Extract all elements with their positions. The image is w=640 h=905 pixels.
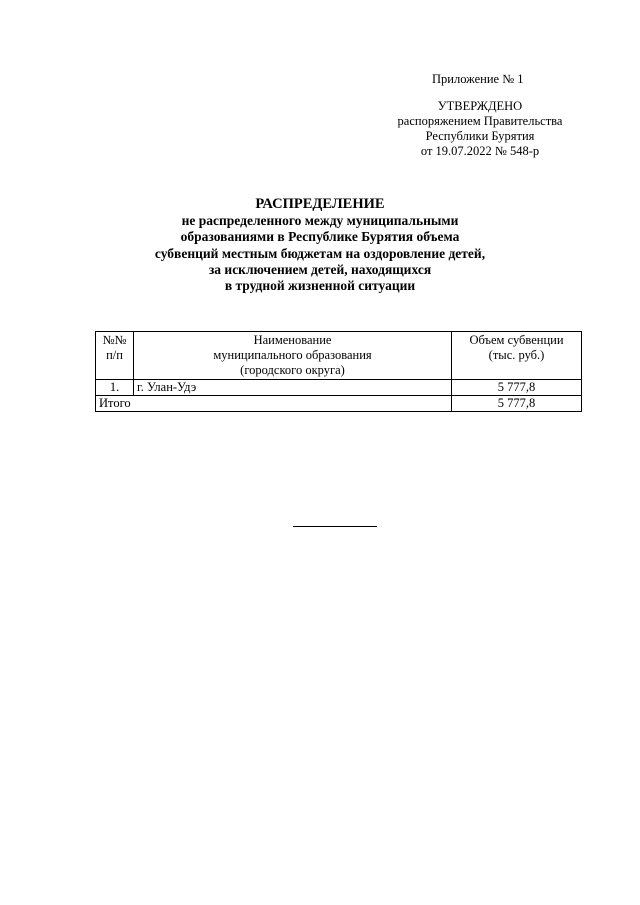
- title-line-3: субвенций местным бюджетам на оздоровление детей,: [154, 245, 486, 261]
- total-row: [96, 396, 582, 412]
- subsidy-distribution-table: [95, 331, 582, 412]
- approval-date-line: от 19.07.2022 № 548-р: [420, 144, 540, 158]
- header-value: [452, 332, 582, 380]
- appendix-label: Приложение № 1: [432, 72, 524, 86]
- header-name-line-2: муниципального образования: [213, 348, 372, 362]
- closing-divider: [293, 526, 377, 527]
- title-line-1: не распределенного между муниципальными: [181, 213, 459, 229]
- row-name: г. Улан-Удэ: [134, 380, 452, 396]
- approval-line-2: Республики Бурятия: [425, 129, 535, 143]
- total-value: 5 777,8: [452, 396, 582, 412]
- title-main: РАСПРЕДЕЛЕНИЕ: [255, 196, 385, 212]
- header-num-line-2: п/п: [106, 348, 123, 362]
- header-value-line-2: (тыс. руб.): [488, 348, 545, 362]
- header-name-line-3: (городского округа): [240, 363, 345, 377]
- row-num: 1.: [96, 380, 134, 396]
- approval-block: [380, 99, 580, 159]
- approval-line-1: распоряжением Правительства: [397, 114, 563, 128]
- header-name-line-1: Наименование: [253, 333, 332, 347]
- title-line-2: образованиями в Республике Бурятия объема: [180, 229, 460, 245]
- header-num: [96, 332, 134, 380]
- title-line-5: в трудной жизненной ситуации: [224, 278, 416, 294]
- header-value-line-1: Объем субвенции: [469, 333, 564, 347]
- total-label: Итого: [96, 396, 452, 412]
- title-line-4: за исключением детей, находящихся: [208, 261, 432, 277]
- header-name: [134, 332, 452, 380]
- document-title: [100, 196, 540, 294]
- header-num-line-1: №№: [102, 333, 127, 347]
- row-value: 5 777,8: [452, 380, 582, 396]
- table-header-row: [96, 332, 582, 380]
- table-row: [96, 380, 582, 396]
- approval-approved: УТВЕРЖДЕНО: [437, 99, 523, 113]
